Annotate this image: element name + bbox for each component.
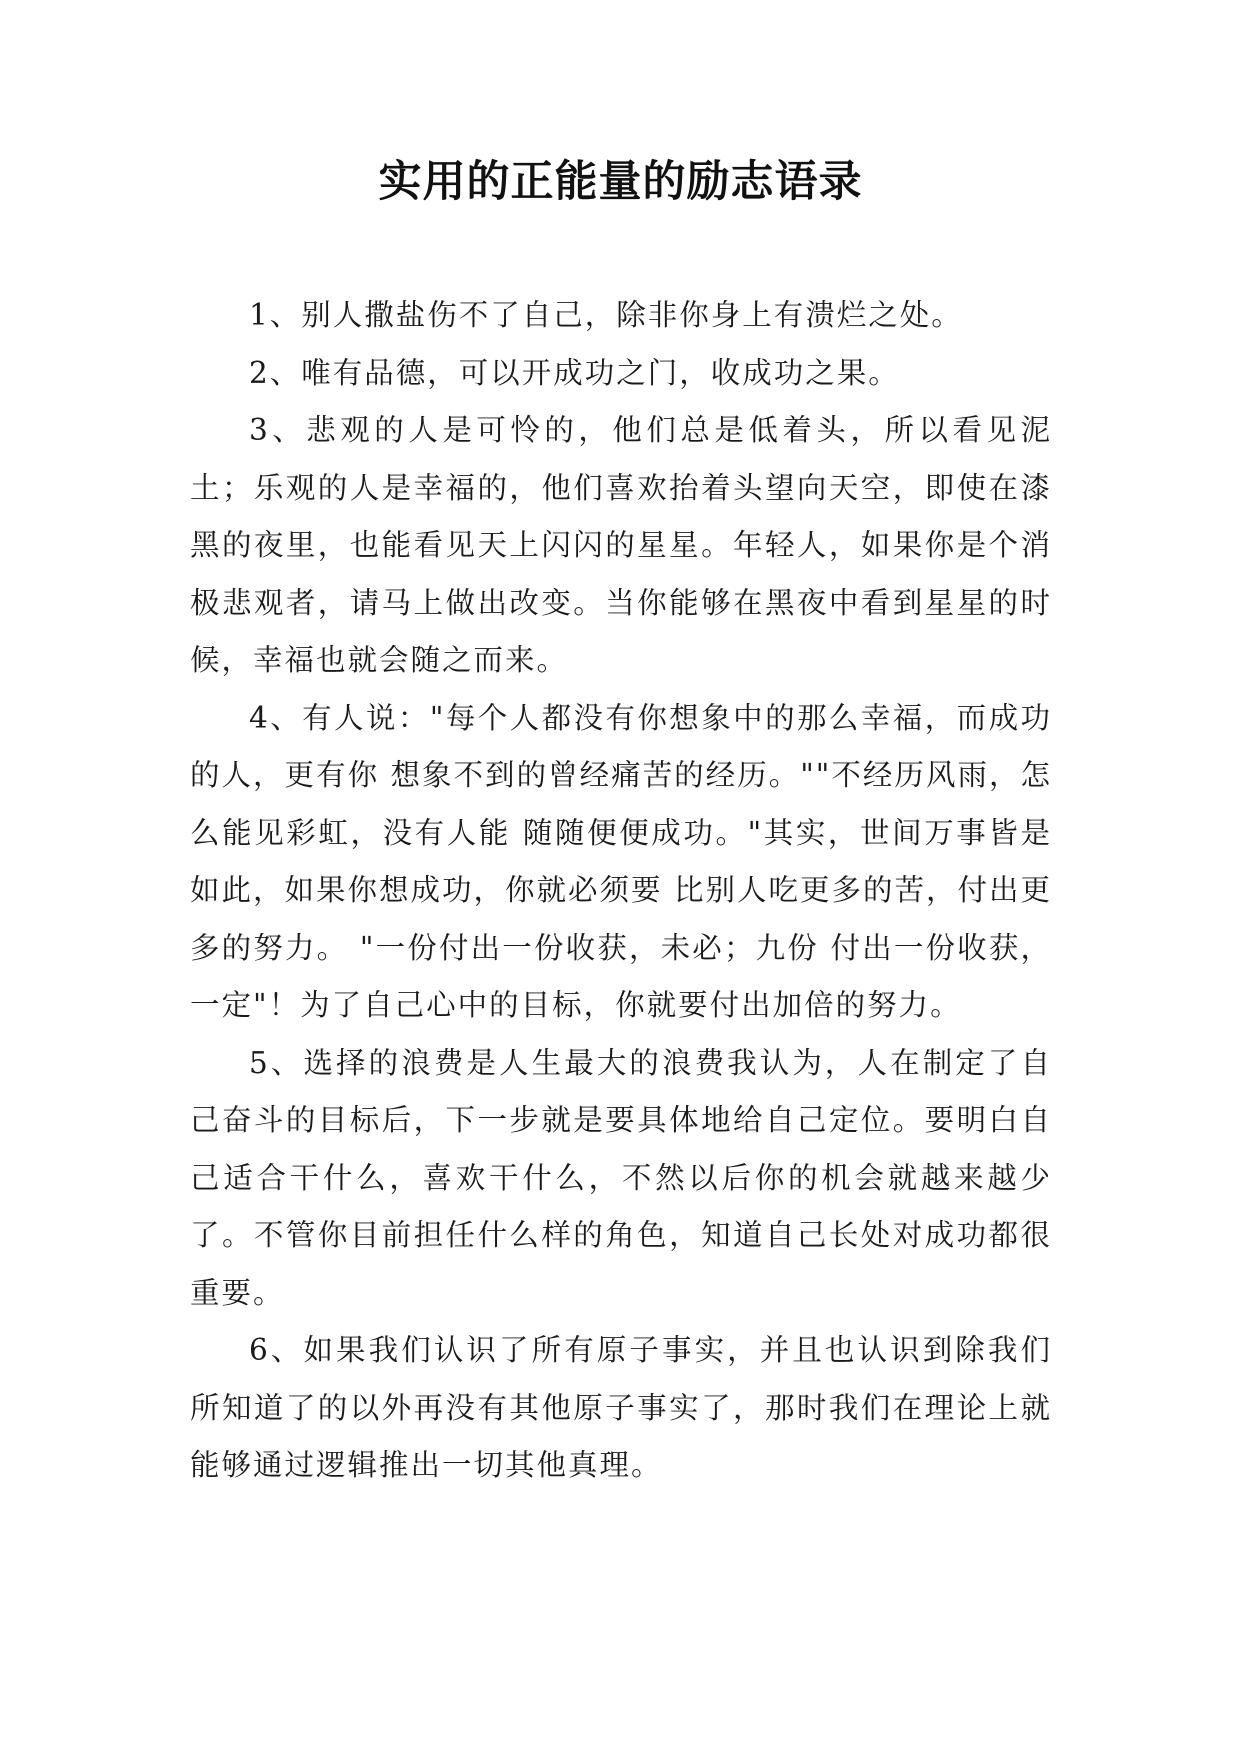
document-title: 实用的正能量的励志语录 (378, 157, 863, 207)
quote-paragraph-4: 4、有人说："每个人都没有你想象中的那么幸福，而成功的人，更有你 想象不到的曾经痛苦的经历。""不经历风雨，怎么能见彩虹，没有人能 随随便便成功。"其实，世间万事皆是如此，如果你想成功，你就必须要 比别人吃更多的苦，付出更多的努力。 "一份付出一份收获，未必；九份 付出一份收获，一定"！为了自己心中的目标，你就要付出加倍的努力。 (190, 700, 1052, 1022)
quote-paragraph-2: 2、唯有品德，可以开成功之门，收成功之果。 (249, 355, 900, 390)
quote-paragraph-5: 5、选择的浪费是人生最大的浪费我认为，人在制定了自己奋斗的目标后，下一步就是要具体地给自己定位。要明白自己适合干什么，喜欢干什么，不然以后你的机会就越来越少了。不管你目前担任什么样的角色，知道自己长处对成功都很重要。 (190, 1045, 1052, 1310)
quote-paragraph-3: 3、悲观的人是可怜的，他们总是低着头，所以看见泥土；乐观的人是幸福的，他们喜欢抬着头望向天空，即使在漆黑的夜里，也能看见天上闪闪的星星。年轻人，如果你是个消极悲观者，请马上做出改变。当你能够在黑夜中看到星星的时候，幸福也就会随之而来。 (190, 413, 1052, 677)
quote-paragraph-6: 6、如果我们认识了所有原子事实，并且也认识到除我们所知道了的以外再没有其他原子事实了，那时我们在理论上就能够通过逻辑推出一切其他真理。 (190, 1333, 1052, 1482)
quote-paragraph-1: 1、别人撒盐伤不了自己，除非你身上有溃烂之处。 (249, 298, 963, 332)
document-body (190, 287, 1052, 1495)
